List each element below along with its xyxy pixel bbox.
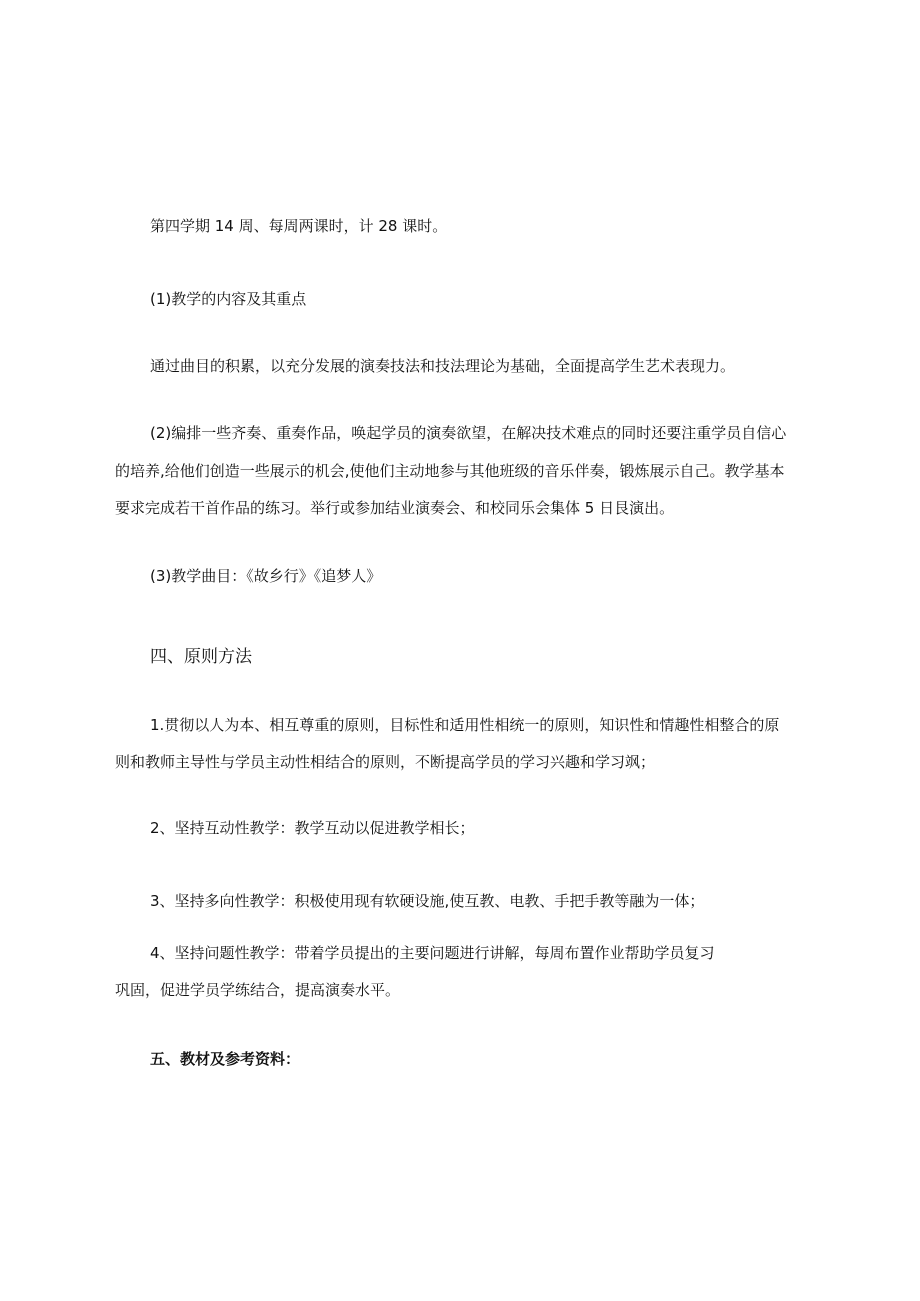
item-1-title: (1)教学的内容及其重点: [150, 290, 307, 308]
item-2-line-2: 的培养,给他们创造一些展示的机会,使他们主动地参与其他班级的音乐伴奏，锻炼展示自己。教学基本: [115, 462, 785, 480]
item-1-text: 通过曲目的积累，以充分发展的演奏技法和技法理论为基础，全面提高学生艺术表现力。: [150, 357, 736, 375]
principle-1-line-2: 则和教师主导性与学员主动性相结合的原则，不断提高学员的学习兴趣和学习飒；: [115, 753, 656, 771]
principle-4-line-2: 巩固，促进学员学练结合，提高演奏水平。: [115, 981, 401, 999]
item-2-line-1: (2)编排一些齐奏、重奏作品，唤起学员的演奏欲望，在解决技术难点的同时还要注重学员自信心: [150, 424, 787, 442]
principle-4-line-1: 4、坚持问题性教学：带着学员提出的主要问题进行讲解，每周布置作业帮助学员复习: [150, 944, 715, 962]
item-2-line-3: 要求完成若干首作品的练习。举行或参加结业演奏会、和校同乐会集体 5 日艮演出。: [115, 499, 675, 517]
section-5-title: 五、教材及参考资料：: [150, 1050, 301, 1068]
item-3-text: (3)教学曲目：《故乡行》《追梦人》: [150, 567, 382, 585]
principle-3: 3、坚持多向性教学：积极使用现有软硬设施,使互教、电教、手把手教等融为一体；: [150, 892, 705, 910]
semester-hours-line: 第四学期 14 周、每周两课时，计 28 课时。: [150, 217, 448, 235]
section-4-title: 四、原则方法: [150, 647, 252, 667]
principle-1-line-1: 1.贯彻以人为本、相互尊重的原则，目标性和适用性相统一的原则，知识性和情趣性相整合的原: [150, 716, 780, 734]
principle-2: 2、坚持互动性教学：教学互动以促进教学相长；: [150, 819, 475, 837]
